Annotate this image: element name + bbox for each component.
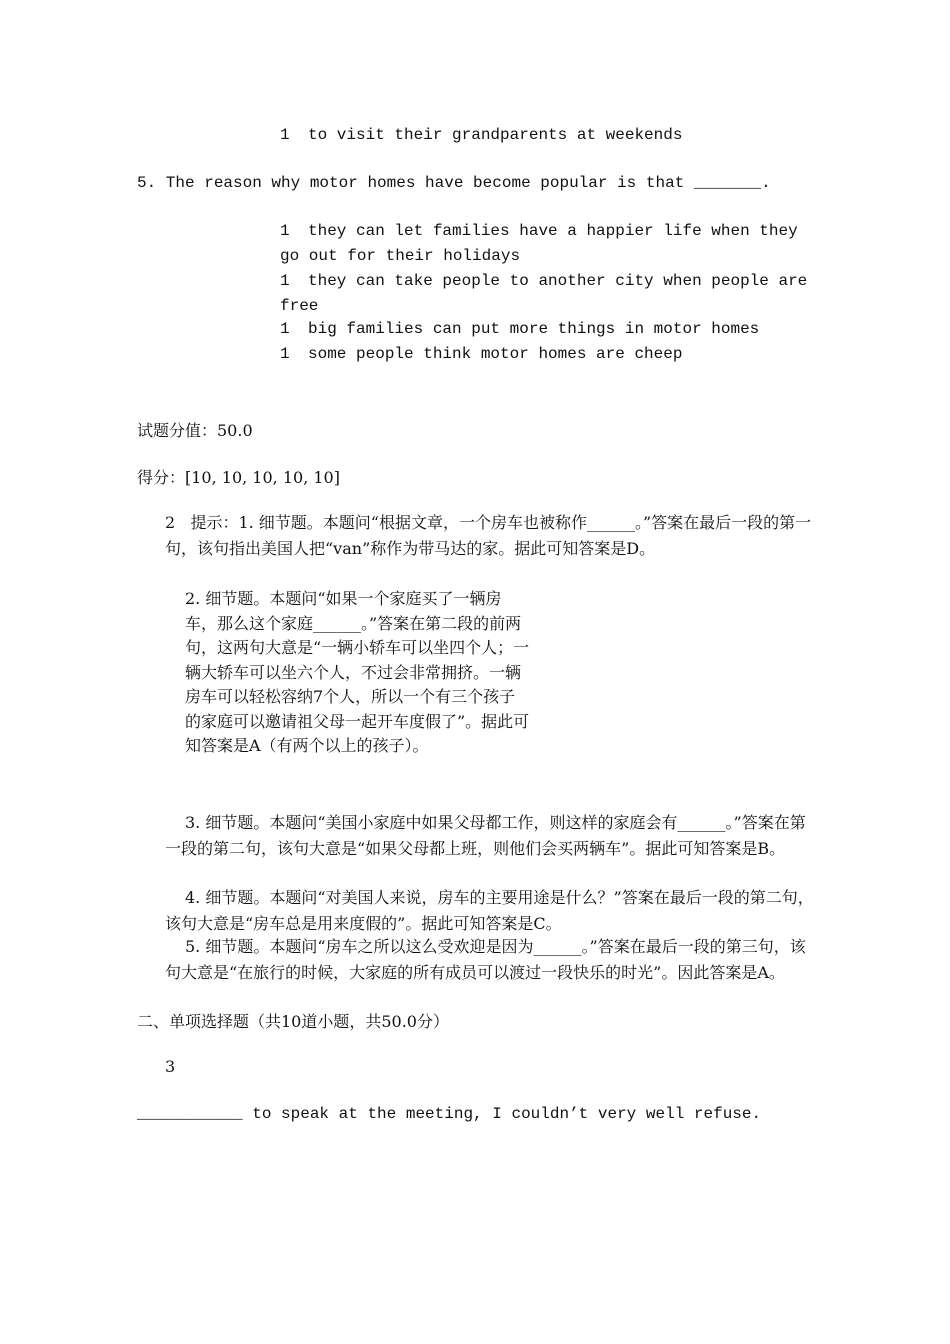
q5-option-b <box>280 269 815 319</box>
hint-item-5: 5. 细节题。本题问“房车之所以这么受欢迎是因为______。”答案在最后一段的第三句，该句大意是“在旅行的时候，大家庭的所有成员可以渡过一段快乐的时光”。因此答案是A。 <box>165 937 806 982</box>
q5-option-a <box>280 219 815 269</box>
hint-item-2: 2. 细节题。本题问“如果一个家庭买了一辆房车，那么这个家庭______。”答案在第二段的前两句，这两句大意是“一辆小轿车可以坐四个人；一辆大轿车可以坐六个人，不过会非常拥挤。一辆房车可以轻松容纳7个人，所以一个有三个孩子的家庭可以邀请祖父母一起开车度假了”。据此可知答案是A（有两个以上的孩子）。 <box>185 589 530 755</box>
option-marker: 1 <box>280 222 290 240</box>
option-marker: 1 <box>280 126 290 144</box>
option-text: they can take people to another city when people are free <box>280 272 808 315</box>
hint-text-1: 提示：1. 细节题。本题问“根据文章，一个房车也被称作______。”答案在最后一段的第一句，该句指出美国人把“van”称作为带马达的家。据此可知答案是D。 <box>165 513 812 558</box>
hint-item-1 <box>165 510 815 561</box>
hint-item-4: 4. 细节题。本题问“对美国人来说，房车的主要用途是什么？”答案在最后一段的第二句，该句大意是“房车总是用来度假的”。据此可知答案是C。 <box>165 888 814 933</box>
option-text: to visit their grandparents at weekends <box>308 126 683 144</box>
q4-option-d <box>280 126 682 144</box>
option-marker: 1 <box>280 345 290 363</box>
q5-option-d <box>280 345 682 363</box>
q5-stem: 5. The reason why motor homes have become popular is that _______. <box>137 174 771 192</box>
scores-obtained: 得分：[10, 10, 10, 10, 10] <box>137 468 340 487</box>
option-marker: 1 <box>280 320 290 338</box>
score-value: 试题分值：50.0 <box>137 421 253 440</box>
option-text: some people think motor homes are cheep <box>308 345 683 363</box>
q5-option-c <box>280 320 759 338</box>
section-heading: 二、单项选择题（共10道小题，共50.0分） <box>137 1012 449 1031</box>
question-stem: ___________ to speak at the meeting, I couldn’t very well refuse. <box>137 1105 762 1123</box>
option-text: big families can put more things in motor homes <box>308 320 760 338</box>
hint-item-3: 3. 细节题。本题问“美国小家庭中如果父母都工作，则这样的家庭会有______。”答案在第一段的第二句，该句大意是“如果父母都上班，则他们会买两辆车”。据此可知答案是B。 <box>165 813 806 858</box>
question-number: 3 <box>165 1057 176 1076</box>
option-text: they can let families have a happier life when they go out for their holidays <box>280 222 798 265</box>
option-marker: 1 <box>280 272 290 290</box>
hint-marker: 2 <box>165 513 176 532</box>
